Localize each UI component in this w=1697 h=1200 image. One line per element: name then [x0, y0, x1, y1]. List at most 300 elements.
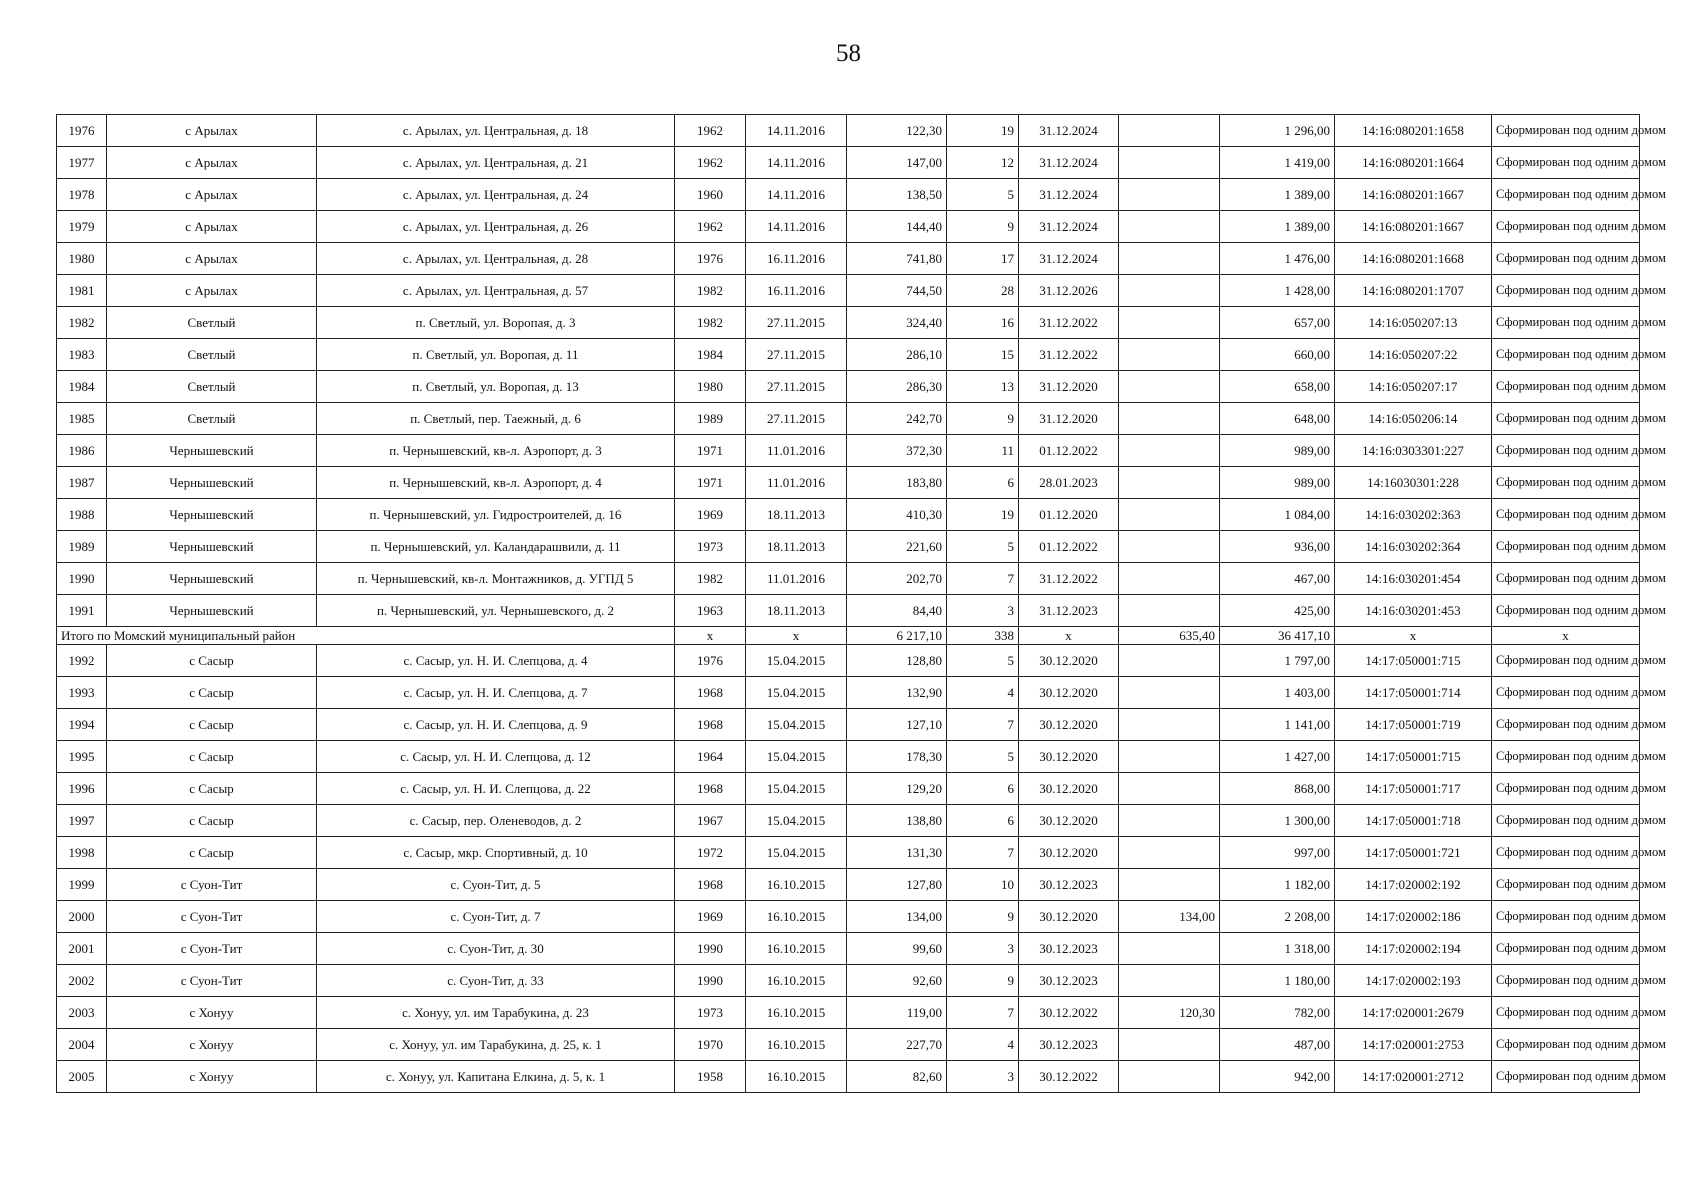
row-number-cell: 1986 [57, 435, 107, 467]
deadline-cell: 30.12.2020 [1019, 901, 1119, 933]
settlement-cell: с Арылах [107, 275, 317, 307]
row-number-cell: 1992 [57, 645, 107, 677]
cadastral-cell: 14:17:020002:193 [1335, 965, 1492, 997]
area-cell: 99,60 [847, 933, 947, 965]
area-cell: 242,70 [847, 403, 947, 435]
area-cell: 138,80 [847, 805, 947, 837]
table-row [57, 773, 1640, 805]
residents-cell: 28 [947, 275, 1019, 307]
row-number-cell: 1993 [57, 677, 107, 709]
settlement-cell: с Сасыр [107, 837, 317, 869]
cadastral-cell: 14:16:080201:1668 [1335, 243, 1492, 275]
deadline-cell: 31.12.2023 [1019, 595, 1119, 627]
date-cell: 16.10.2015 [746, 869, 847, 901]
amount-cell: 1 296,00 [1220, 115, 1335, 147]
settlement-cell: с Сасыр [107, 645, 317, 677]
area-cell: 119,00 [847, 997, 947, 1029]
area-cell: 286,10 [847, 339, 947, 371]
table-body [57, 115, 1666, 1093]
row-number-cell: 1980 [57, 243, 107, 275]
year-cell: 1984 [675, 339, 746, 371]
area-cell: 129,20 [847, 773, 947, 805]
table-row [57, 563, 1640, 595]
status-cell: Сформирован под одним домом [1492, 869, 1640, 901]
cadastral-cell: 14:16:050207:13 [1335, 307, 1492, 339]
area-cell: 127,10 [847, 709, 947, 741]
area-cell: 178,30 [847, 741, 947, 773]
area-cell: 324,40 [847, 307, 947, 339]
residents-cell: 5 [947, 531, 1019, 563]
extra-cell [1119, 243, 1220, 275]
address-cell: с. Арылах, ул. Центральная, д. 24 [317, 179, 675, 211]
extra-cell [1119, 499, 1220, 531]
residents-cell: 7 [947, 997, 1019, 1029]
residents-cell: 16 [947, 307, 1019, 339]
extra-cell [1119, 1061, 1220, 1093]
year-cell: 1968 [675, 773, 746, 805]
total-label: Итого по Момский муниципальный район [57, 627, 675, 645]
status-cell: Сформирован под одним домом [1492, 741, 1640, 773]
status-cell: Сформирован под одним домом [1492, 275, 1640, 307]
settlement-cell: с Сасыр [107, 677, 317, 709]
address-cell: п. Чернышевский, ул. Гидростроителей, д. 16 [317, 499, 675, 531]
extra-cell: 120,30 [1119, 997, 1220, 1029]
area-cell: 82,60 [847, 1061, 947, 1093]
status-cell: Сформирован под одним домом [1492, 837, 1640, 869]
extra-cell [1119, 371, 1220, 403]
year-cell: 1976 [675, 243, 746, 275]
date-cell: 15.04.2015 [746, 837, 847, 869]
residents-cell: 5 [947, 645, 1019, 677]
row-number-cell: 1985 [57, 403, 107, 435]
row-number-cell: 1981 [57, 275, 107, 307]
residents-cell: 19 [947, 499, 1019, 531]
area-cell: 92,60 [847, 965, 947, 997]
extra-cell [1119, 805, 1220, 837]
settlement-cell: с Арылах [107, 211, 317, 243]
year-cell: 1990 [675, 965, 746, 997]
amount-cell: 942,00 [1220, 1061, 1335, 1093]
residents-cell: 3 [947, 595, 1019, 627]
settlement-cell: с Сасыр [107, 709, 317, 741]
amount-cell: 1 141,00 [1220, 709, 1335, 741]
deadline-cell: 30.12.2022 [1019, 1061, 1119, 1093]
row-number-cell: 2000 [57, 901, 107, 933]
extra-cell [1119, 339, 1220, 371]
address-cell: с. Хонуу, ул. им Тарабукина, д. 23 [317, 997, 675, 1029]
settlement-cell: Светлый [107, 339, 317, 371]
status-cell: Сформирован под одним домом [1492, 1061, 1640, 1093]
date-cell: 27.11.2015 [746, 339, 847, 371]
area-cell: 372,30 [847, 435, 947, 467]
table-row [57, 645, 1640, 677]
extra-cell [1119, 677, 1220, 709]
status-cell: Сформирован под одним домом [1492, 499, 1640, 531]
date-cell: 15.04.2015 [746, 741, 847, 773]
date-cell: 15.04.2015 [746, 805, 847, 837]
address-cell: п. Светлый, ул. Воропая, д. 13 [317, 371, 675, 403]
table-row [57, 677, 1640, 709]
deadline-cell: 31.12.2024 [1019, 211, 1119, 243]
table-row [57, 901, 1640, 933]
deadline-cell: 31.12.2024 [1019, 147, 1119, 179]
address-cell: с. Хонуу, ул. Капитана Елкина, д. 5, к. 1 [317, 1061, 675, 1093]
table-row [57, 595, 1640, 627]
address-cell: с. Арылах, ул. Центральная, д. 21 [317, 147, 675, 179]
residents-cell: 15 [947, 339, 1019, 371]
row-number-cell: 2004 [57, 1029, 107, 1061]
area-cell: 132,90 [847, 677, 947, 709]
total-residents-cell: 338 [947, 627, 1019, 645]
deadline-cell: 30.12.2020 [1019, 709, 1119, 741]
cadastral-cell: 14:16030301:228 [1335, 467, 1492, 499]
residents-cell: 9 [947, 211, 1019, 243]
area-cell: 147,00 [847, 147, 947, 179]
address-cell: с. Хонуу, ул. им Тарабукина, д. 25, к. 1 [317, 1029, 675, 1061]
date-cell: 14.11.2016 [746, 115, 847, 147]
settlement-cell: с Сасыр [107, 805, 317, 837]
status-cell: Сформирован под одним домом [1492, 243, 1640, 275]
extra-cell [1119, 403, 1220, 435]
amount-cell: 1 084,00 [1220, 499, 1335, 531]
table-row [57, 339, 1640, 371]
status-cell: Сформирован под одним домом [1492, 371, 1640, 403]
amount-cell: 1 389,00 [1220, 211, 1335, 243]
date-cell: 16.11.2016 [746, 275, 847, 307]
cadastral-cell: 14:16:080201:1658 [1335, 115, 1492, 147]
deadline-cell: 31.12.2022 [1019, 339, 1119, 371]
year-cell: 1971 [675, 467, 746, 499]
status-cell: Сформирован под одним домом [1492, 645, 1640, 677]
extra-cell [1119, 869, 1220, 901]
settlement-cell: с Арылах [107, 147, 317, 179]
settlement-cell: Чернышевский [107, 563, 317, 595]
deadline-cell: 30.12.2020 [1019, 645, 1119, 677]
row-number-cell: 2005 [57, 1061, 107, 1093]
table-row [57, 435, 1640, 467]
address-cell: с. Арылах, ул. Центральная, д. 18 [317, 115, 675, 147]
address-cell: п. Чернышевский, ул. Чернышевского, д. 2 [317, 595, 675, 627]
settlement-cell: Светлый [107, 307, 317, 339]
date-cell: 14.11.2016 [746, 179, 847, 211]
amount-cell: 989,00 [1220, 435, 1335, 467]
deadline-cell: 30.12.2020 [1019, 773, 1119, 805]
area-cell: 138,50 [847, 179, 947, 211]
status-cell: Сформирован под одним домом [1492, 997, 1640, 1029]
amount-cell: 1 300,00 [1220, 805, 1335, 837]
extra-cell [1119, 435, 1220, 467]
status-cell: Сформирован под одним домом [1492, 467, 1640, 499]
row-number-cell: 1979 [57, 211, 107, 243]
row-number-cell: 1990 [57, 563, 107, 595]
extra-cell [1119, 179, 1220, 211]
settlement-cell: Чернышевский [107, 595, 317, 627]
settlement-cell: с Суон-Тит [107, 933, 317, 965]
cadastral-cell: 14:17:020002:186 [1335, 901, 1492, 933]
cadastral-cell: 14:17:050001:715 [1335, 741, 1492, 773]
cadastral-cell: 14:17:050001:715 [1335, 645, 1492, 677]
residents-cell: 13 [947, 371, 1019, 403]
deadline-cell: 31.12.2024 [1019, 115, 1119, 147]
date-cell: 27.11.2015 [746, 403, 847, 435]
settlement-cell: Чернышевский [107, 467, 317, 499]
date-cell: 11.01.2016 [746, 467, 847, 499]
deadline-cell: 31.12.2020 [1019, 403, 1119, 435]
extra-cell [1119, 741, 1220, 773]
amount-cell: 425,00 [1220, 595, 1335, 627]
settlement-cell: Чернышевский [107, 435, 317, 467]
row-number-cell: 1995 [57, 741, 107, 773]
table-row [57, 869, 1640, 901]
extra-cell [1119, 933, 1220, 965]
status-cell: Сформирован под одним домом [1492, 435, 1640, 467]
cadastral-cell: 14:17:020001:2712 [1335, 1061, 1492, 1093]
extra-cell [1119, 595, 1220, 627]
year-cell: 1982 [675, 275, 746, 307]
cadastral-cell: 14:16:030202:364 [1335, 531, 1492, 563]
table-row [57, 211, 1640, 243]
year-cell: 1973 [675, 997, 746, 1029]
residents-cell: 7 [947, 837, 1019, 869]
cadastral-cell: 14:16:050206:14 [1335, 403, 1492, 435]
address-cell: с. Сасыр, ул. Н. И. Слепцова, д. 12 [317, 741, 675, 773]
address-cell: с. Суон-Тит, д. 5 [317, 869, 675, 901]
area-cell: 286,30 [847, 371, 947, 403]
cadastral-cell: 14:16:0303301:227 [1335, 435, 1492, 467]
address-cell: с. Сасыр, ул. Н. И. Слепцова, д. 4 [317, 645, 675, 677]
settlement-cell: с Хонуу [107, 997, 317, 1029]
row-number-cell: 1989 [57, 531, 107, 563]
status-cell: Сформирован под одним домом [1492, 339, 1640, 371]
year-cell: 1968 [675, 677, 746, 709]
amount-cell: 989,00 [1220, 467, 1335, 499]
extra-cell [1119, 211, 1220, 243]
page-number: 58 [836, 40, 861, 67]
deadline-cell: 30.12.2020 [1019, 677, 1119, 709]
date-cell: 16.11.2016 [746, 243, 847, 275]
extra-cell [1119, 275, 1220, 307]
total-area-cell: 6 217,10 [847, 627, 947, 645]
address-cell: с. Арылах, ул. Центральная, д. 26 [317, 211, 675, 243]
deadline-cell: 31.12.2024 [1019, 179, 1119, 211]
amount-cell: 997,00 [1220, 837, 1335, 869]
residents-cell: 3 [947, 933, 1019, 965]
residents-cell: 11 [947, 435, 1019, 467]
deadline-cell: 31.12.2022 [1019, 563, 1119, 595]
year-cell: 1963 [675, 595, 746, 627]
settlement-cell: с Суон-Тит [107, 901, 317, 933]
cadastral-cell: 14:16:080201:1667 [1335, 211, 1492, 243]
deadline-cell: 28.01.2023 [1019, 467, 1119, 499]
area-cell: 131,30 [847, 837, 947, 869]
year-cell: 1968 [675, 709, 746, 741]
residents-cell: 6 [947, 805, 1019, 837]
deadline-cell: 31.12.2024 [1019, 243, 1119, 275]
status-cell: Сформирован под одним домом [1492, 805, 1640, 837]
year-cell: 1982 [675, 563, 746, 595]
status-cell: Сформирован под одним домом [1492, 307, 1640, 339]
cadastral-cell: 14:16:030201:454 [1335, 563, 1492, 595]
table-row [57, 933, 1640, 965]
settlement-cell: с Арылах [107, 243, 317, 275]
date-cell: 11.01.2016 [746, 563, 847, 595]
cadastral-cell: 14:17:050001:714 [1335, 677, 1492, 709]
area-cell: 202,70 [847, 563, 947, 595]
residents-cell: 9 [947, 901, 1019, 933]
residents-cell: 7 [947, 563, 1019, 595]
residents-cell: 6 [947, 773, 1019, 805]
total-date-cell: x [746, 627, 847, 645]
date-cell: 15.04.2015 [746, 773, 847, 805]
date-cell: 15.04.2015 [746, 709, 847, 741]
amount-cell: 936,00 [1220, 531, 1335, 563]
year-cell: 1971 [675, 435, 746, 467]
deadline-cell: 31.12.2022 [1019, 307, 1119, 339]
year-cell: 1980 [675, 371, 746, 403]
table-row [57, 307, 1640, 339]
residents-cell: 4 [947, 1029, 1019, 1061]
row-number-cell: 1978 [57, 179, 107, 211]
amount-cell: 1 797,00 [1220, 645, 1335, 677]
address-cell: с. Сасыр, пер. Оленеводов, д. 2 [317, 805, 675, 837]
status-cell: Сформирован под одним домом [1492, 563, 1640, 595]
amount-cell: 658,00 [1220, 371, 1335, 403]
address-cell: с. Сасыр, мкр. Спортивный, д. 10 [317, 837, 675, 869]
amount-cell: 1 419,00 [1220, 147, 1335, 179]
row-number-cell: 1999 [57, 869, 107, 901]
amount-cell: 782,00 [1220, 997, 1335, 1029]
deadline-cell: 30.12.2020 [1019, 741, 1119, 773]
amount-cell: 868,00 [1220, 773, 1335, 805]
table-row [57, 1029, 1640, 1061]
cadastral-cell: 14:17:050001:717 [1335, 773, 1492, 805]
cadastral-cell: 14:16:050207:17 [1335, 371, 1492, 403]
year-cell: 1964 [675, 741, 746, 773]
table-row [57, 275, 1640, 307]
address-cell: с. Сасыр, ул. Н. И. Слепцова, д. 22 [317, 773, 675, 805]
address-cell: п. Светлый, пер. Таежный, д. 6 [317, 403, 675, 435]
residents-cell: 3 [947, 1061, 1019, 1093]
total-deadline-cell: x [1019, 627, 1119, 645]
amount-cell: 660,00 [1220, 339, 1335, 371]
deadline-cell: 31.12.2020 [1019, 371, 1119, 403]
address-cell: п. Светлый, ул. Воропая, д. 11 [317, 339, 675, 371]
row-number-cell: 1987 [57, 467, 107, 499]
year-cell: 1990 [675, 933, 746, 965]
row-number-cell: 1996 [57, 773, 107, 805]
residents-cell: 10 [947, 869, 1019, 901]
row-number-cell: 1988 [57, 499, 107, 531]
table-row [57, 741, 1640, 773]
extra-cell [1119, 531, 1220, 563]
total-year-cell: x [675, 627, 746, 645]
status-cell: Сформирован под одним домом [1492, 147, 1640, 179]
date-cell: 18.11.2013 [746, 595, 847, 627]
status-cell: Сформирован под одним домом [1492, 211, 1640, 243]
area-cell: 410,30 [847, 499, 947, 531]
amount-cell: 467,00 [1220, 563, 1335, 595]
table-row [57, 1061, 1640, 1093]
deadline-cell: 30.12.2020 [1019, 837, 1119, 869]
amount-cell: 1 180,00 [1220, 965, 1335, 997]
date-cell: 15.04.2015 [746, 645, 847, 677]
extra-cell [1119, 115, 1220, 147]
status-cell: Сформирован под одним домом [1492, 901, 1640, 933]
row-number-cell: 1983 [57, 339, 107, 371]
settlement-cell: с Хонуу [107, 1029, 317, 1061]
cadastral-cell: 14:16:080201:1667 [1335, 179, 1492, 211]
date-cell: 18.11.2013 [746, 531, 847, 563]
date-cell: 14.11.2016 [746, 211, 847, 243]
table-row [57, 499, 1640, 531]
deadline-cell: 30.12.2023 [1019, 933, 1119, 965]
cadastral-cell: 14:16:080201:1707 [1335, 275, 1492, 307]
year-cell: 1973 [675, 531, 746, 563]
settlement-cell: с Арылах [107, 179, 317, 211]
date-cell: 16.10.2015 [746, 965, 847, 997]
date-cell: 18.11.2013 [746, 499, 847, 531]
address-cell: п. Чернышевский, кв-л. Аэропорт, д. 3 [317, 435, 675, 467]
total-amount-cell: 36 417,10 [1220, 627, 1335, 645]
amount-cell: 648,00 [1220, 403, 1335, 435]
extra-cell: 134,00 [1119, 901, 1220, 933]
settlement-cell: Чернышевский [107, 499, 317, 531]
extra-cell [1119, 773, 1220, 805]
settlement-cell: с Арылах [107, 115, 317, 147]
address-cell: с. Суон-Тит, д. 7 [317, 901, 675, 933]
cadastral-cell: 14:16:050207:22 [1335, 339, 1492, 371]
deadline-cell: 30.12.2023 [1019, 869, 1119, 901]
status-cell: Сформирован под одним домом [1492, 773, 1640, 805]
residents-cell: 12 [947, 147, 1019, 179]
status-cell: Сформирован под одним домом [1492, 403, 1640, 435]
area-cell: 741,80 [847, 243, 947, 275]
amount-cell: 1 428,00 [1220, 275, 1335, 307]
deadline-cell: 30.12.2022 [1019, 997, 1119, 1029]
table-row [57, 179, 1640, 211]
date-cell: 11.01.2016 [746, 435, 847, 467]
row-number-cell: 2001 [57, 933, 107, 965]
year-cell: 1976 [675, 645, 746, 677]
year-cell: 1962 [675, 147, 746, 179]
area-cell: 128,80 [847, 645, 947, 677]
extra-cell [1119, 645, 1220, 677]
row-number-cell: 1991 [57, 595, 107, 627]
table-row [57, 997, 1640, 1029]
table-row [57, 467, 1640, 499]
year-cell: 1967 [675, 805, 746, 837]
settlement-cell: Светлый [107, 403, 317, 435]
residents-cell: 17 [947, 243, 1019, 275]
amount-cell: 1 476,00 [1220, 243, 1335, 275]
area-cell: 221,60 [847, 531, 947, 563]
cadastral-cell: 14:17:020002:194 [1335, 933, 1492, 965]
amount-cell: 1 318,00 [1220, 933, 1335, 965]
table-row [57, 371, 1640, 403]
table-row [57, 837, 1640, 869]
amount-cell: 2 208,00 [1220, 901, 1335, 933]
residents-cell: 19 [947, 115, 1019, 147]
address-cell: с. Суон-Тит, д. 30 [317, 933, 675, 965]
row-number-cell: 2002 [57, 965, 107, 997]
table-row [57, 115, 1640, 147]
area-cell: 744,50 [847, 275, 947, 307]
settlement-cell: с Суон-Тит [107, 869, 317, 901]
date-cell: 15.04.2015 [746, 677, 847, 709]
extra-cell [1119, 837, 1220, 869]
row-number-cell: 1977 [57, 147, 107, 179]
deadline-cell: 30.12.2023 [1019, 1029, 1119, 1061]
